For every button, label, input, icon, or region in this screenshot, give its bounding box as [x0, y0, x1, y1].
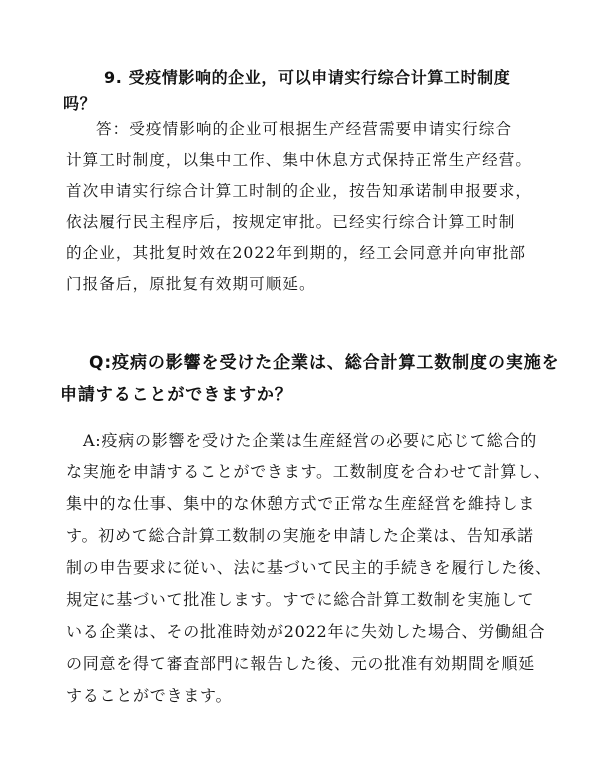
chinese-answer-line: 的企业，其批复时效在2022年到期的，经工会同意并向审批部 [66, 244, 526, 262]
chinese-answer-line: 答：受疫情影响的企业可根据生产经营需要申请实行综合 [96, 120, 513, 138]
chinese-question-line: 9. 受疫情影响的企业，可以申请实行综合计算工时制度 [104, 68, 511, 87]
japanese-question-line: Q:疫病の影響を受けた企業は、総合計算工数制度の実施を [89, 353, 560, 373]
japanese-answer-line: な実施を申請することができます。工数制度を合わせて計算し、 [66, 462, 551, 481]
japanese-answer-line: の同意を得て審査部門に報告した後、元の批准有効期間を順延 [66, 654, 536, 673]
japanese-answer-line: いる企業は、その批准時効が2022年に失効した場合、労働組合 [66, 622, 546, 641]
chinese-answer-line: 门报备后，原批复有效期可顺延。 [66, 275, 316, 293]
japanese-answer-line: することができます。 [66, 686, 233, 705]
japanese-answer-line: す。初めて総合計算工数制の実施を申請した企業は、告知承諾 [66, 526, 534, 545]
japanese-answer-line: A:疫病の影響を受けた企業は生産経営の必要に応じて総合的 [83, 431, 537, 450]
japanese-question-line: 申請することができますか？ [60, 385, 293, 405]
chinese-answer-line: 依法履行民主程序后，按规定审批。已经实行综合计算工时制 [66, 213, 516, 231]
japanese-answer-line: 制の申告要求に従い、法に基づいて民主的手続きを履行した後、 [66, 558, 552, 577]
japanese-answer-line: 集中的な仕事、集中的な休憩方式で正常な生産経営を維持しま [66, 494, 536, 513]
chinese-answer-line: 首次申请实行综合计算工时制的企业，按告知承诺制申报要求， [66, 182, 533, 200]
chinese-question-line: 吗？ [63, 94, 97, 113]
japanese-answer-line: 規定に基づいて批准します。すでに総合計算工数制を実施して [66, 590, 535, 609]
chinese-answer-line: 计算工时制度，以集中工作、集中休息方式保持正常生产经营。 [66, 151, 533, 169]
